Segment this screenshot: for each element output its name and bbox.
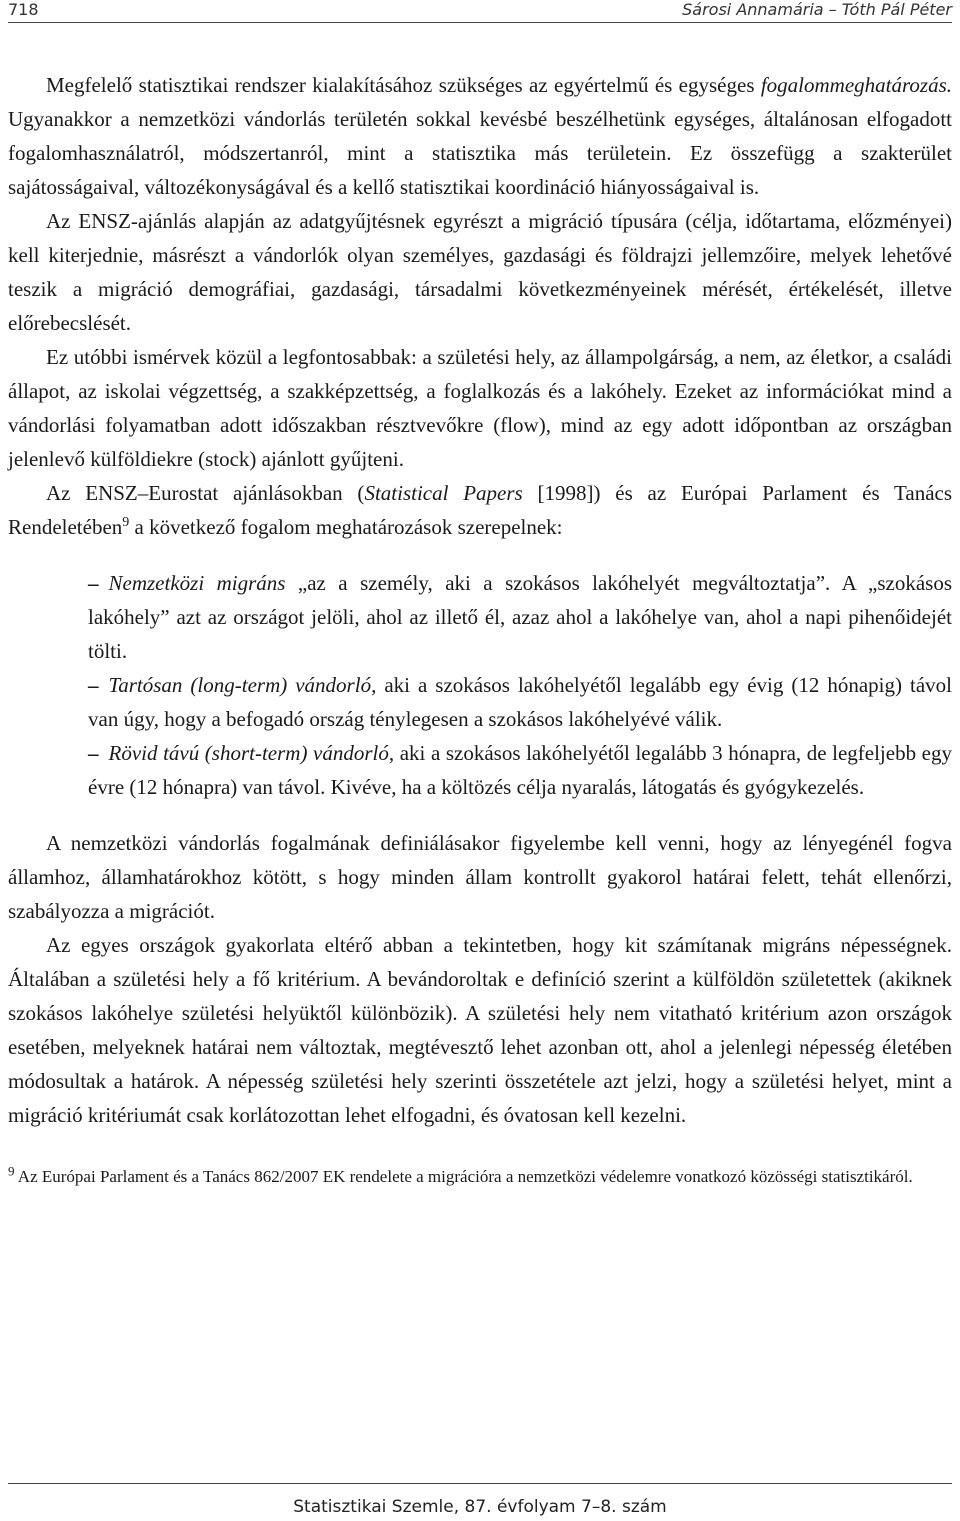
page-number: 718 [8,0,39,19]
definition-text: „az a személy, aki a szokásos lakóhelyét megváltoztatja”. A „szokásos lakóhely” azt az országot jelöli, ahol az illető él, azaz ahol a lakóhelye van, ahol a napi pihenőidejét tölti. [88,571,952,663]
article-body [8,68,952,1190]
definition-term: Tartósan (long-term) vándorló, [108,673,377,697]
definition-text: aki a szokásos lakóhelyétől legalább 3 hónapra, de legfeljebb egy évre (12 hónapra) van távol. Kivéve, ha a költözés célja nyaralás, látogatás és gyógykezelés. [88,741,952,799]
para4-text-a: Az ENSZ–Eurostat ajánlásokban ( [46,481,365,505]
footnote-mark: 9 [8,1163,15,1179]
definition-term: Nemzetközi migráns [108,571,286,595]
definition-item [88,566,952,668]
para4-text-c: a következő fogalom meghatározások szerepelnek: [129,515,563,539]
para1-text-b: Ugyanakkor a nemzetközi vándorlás területén sokkal kevésbé beszélhetünk egységes, általánosan elfogadott fogalomhasználatról, módszertanról, mint a statisztika más területein. Ez összefügg a szakterület sajátosságaival, változékonyságával és a kellő statisztikai koordináció hiányosságaival is. [8,107,952,199]
journal-name: Statisztikai Szemle, 87. évfolyam 7–8. szám [293,1497,667,1517]
footnote-text: Az Európai Parlament és a Tanács 862/2007 EK rendelete a migrációra a nemzetközi védelemre vonatkozó közösségi statisztikáról. [14,1167,913,1186]
paragraph-1 [8,68,952,204]
paragraph-6: Az egyes országok gyakorlata eltérő abban a tekintetben, hogy kit számítanak migráns népességnek. Általában a születési hely a fő kritérium. A bevándoroltak e definíció szerint a külföldön születettek (akiknek szokásos lakóhelye születési helyüktől különbözik). A születési hely nem vitatható kritérium azon országok esetében, melyeknek határai nem változtak, megtévesztő lehet azonban ott, ahol a jelenlegi népesség életében módosultak a határok. A népesség születési hely szerinti összetétele azt jelzi, hogy a születési helyet, mint a migráció kritériumát csak korlátozottan lehet elfogadni, és óvatosan kell kezelni. [8,933,952,1127]
page-header [0,0,960,22]
para4-text-b: [1998]) és az Európai Parlament és Tanács Rendeletében [8,481,953,539]
paragraph-5: A nemzetközi vándorlás fogalmának definiálásakor figyelembe kell venni, hogy az lényegénél fogva államhoz, államhatárokhoz kötött, s hogy minden állam kontrollt gyakorol határai felett, tehát ellenőrzi, szabályozza a migrációt. [8,831,952,923]
definition-text: aki a szokásos lakóhelyétől legalább egy évig (12 hónapig) távol van úgy, hogy a befogadó ország ténylegesen a szokásos lakóhelyévé válik. [88,673,952,731]
footnote [8,1164,952,1190]
header-rule [8,22,952,23]
paragraph-4 [8,476,952,544]
dash-bullet: – [88,741,99,765]
para4-citation: Statistical Papers [364,481,523,505]
running-author: Sárosi Annamária – Tóth Pál Péter [682,0,952,19]
paragraph-2: Az ENSZ-ajánlás alapján az adatgyűjtésnek egyrészt a migráció típusára (célja, időtartama, előzményei) kell kiterjednie, másrészt a vándorlók olyan személyes, gazdasági és földrajzi jellemzőire, melyek lehetővé teszik a migráció demográfiai, gazdasági, társadalmi következményeinek mérését, értékelését, illetve előrebecslését. [8,209,952,335]
footer-rule [8,1483,952,1484]
dash-bullet: – [88,571,99,595]
page-footer [0,1497,960,1517]
definition-term: Rövid távú (short-term) vándorló, [108,741,395,765]
definition-item [88,736,952,804]
para1-emphasis: fogalommeghatározás. [760,73,952,97]
footnote-ref[interactable]: 9 [122,515,130,530]
definition-list [88,566,952,804]
definition-item [88,668,952,736]
paragraph-3: Ez utóbbi ismérvek közül a legfontosabbak: a születési hely, az állampolgárság, a nem, az életkor, a családi állapot, az iskolai végzettség, a szakképzettség, a foglalkozás és a lakóhely. Ezeket az információkat mind a vándorlási folyamatban adott időszakban résztvevőkre (flow), mind az egy adott időpontban az országban jelenlevő külföldiekre (stock) ajánlott gyűjteni. [8,345,952,471]
para1-text-a: Megfelelő statisztikai rendszer kialakításához szükséges az egyértelmű és egységes [46,73,761,97]
dash-bullet: – [88,673,99,697]
